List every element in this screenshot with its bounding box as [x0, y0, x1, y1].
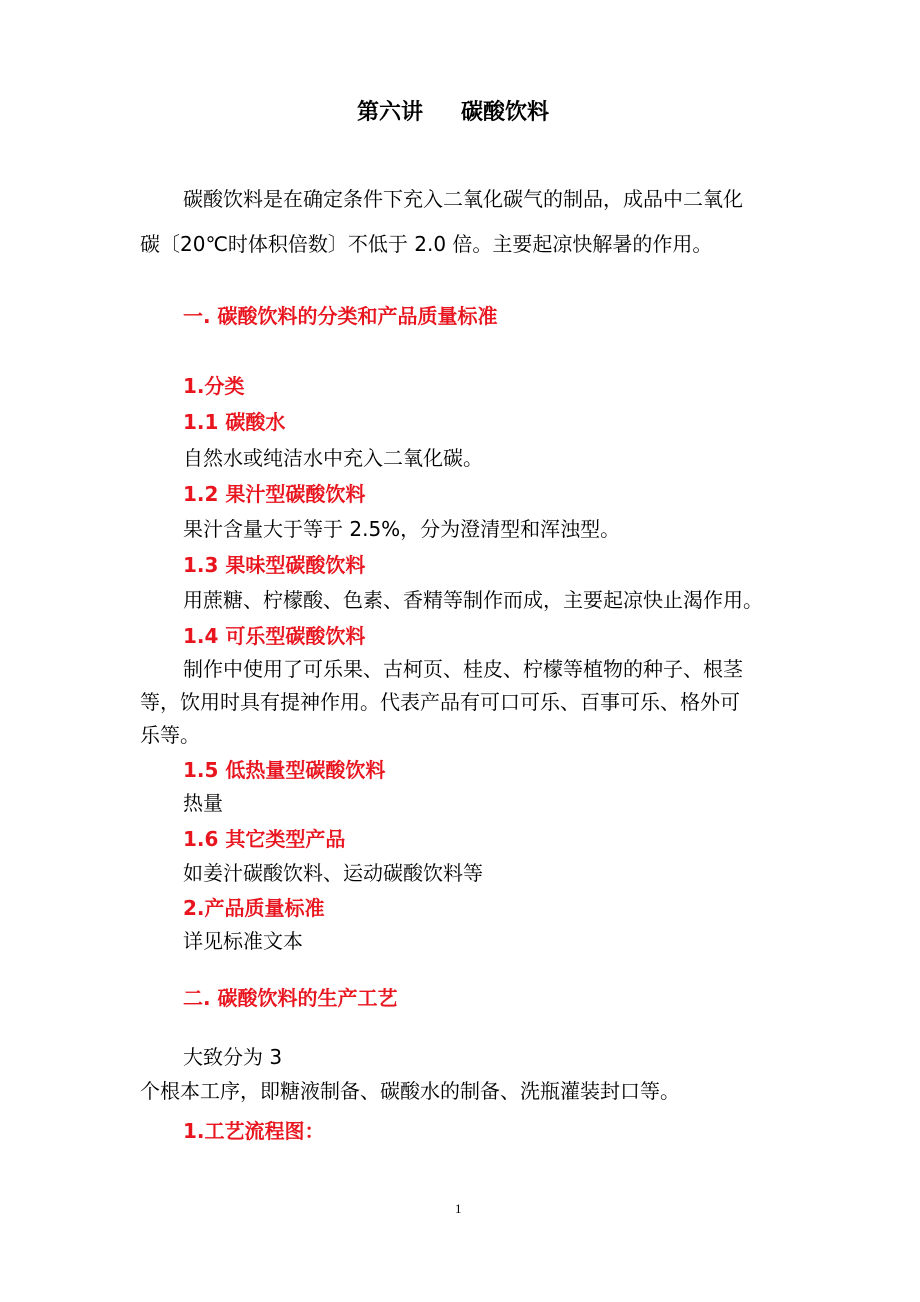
- section-2-heading: 二. 碳酸饮料的生产工艺: [183, 986, 398, 1010]
- quality-heading: 2.产品质量标准: [183, 896, 325, 920]
- classification-heading: 1.分类: [183, 374, 245, 398]
- section-2-line-1: 大致分为 3: [183, 1045, 283, 1069]
- intro-line-2: 碳〔20℃时体积倍数〕不低于 2.0 倍。主要起凉快解暑的作用。: [140, 232, 713, 256]
- section-2-line-2: 个根本工序，即糖液制备、碳酸水的制备、洗瓶灌装封口等。: [140, 1079, 680, 1103]
- flow-chart-heading: 1.工艺流程图：: [183, 1119, 325, 1143]
- item-1-3-text: 用蔗糖、柠檬酸、色素、香精等制作而成，主要起凉快止渴作用。: [183, 588, 763, 612]
- item-1-3-heading: 1.3 果味型碳酸饮料: [183, 553, 366, 577]
- item-1-2-heading: 1.2 果汁型碳酸饮料: [183, 482, 366, 506]
- title-part-1: 第六讲: [357, 100, 424, 125]
- title-part-2: 碳酸饮料: [461, 100, 550, 125]
- item-1-4-heading: 1.4 可乐型碳酸饮料: [183, 624, 366, 648]
- intro-line-1: 碳酸饮料是在确定条件下充入二氧化碳气的制品，成品中二氧化: [183, 187, 743, 211]
- quality-text: 详见标准文本: [183, 929, 303, 953]
- page-title: [357, 100, 549, 126]
- item-1-6-text: 如姜汁碳酸饮料、运动碳酸饮料等: [183, 861, 483, 885]
- item-1-4-text-line-1: 制作中使用了可乐果、古柯页、桂皮、柠檬等植物的种子、根茎: [183, 657, 743, 681]
- item-1-5-heading: 1.5 低热量型碳酸饮料: [183, 758, 386, 782]
- item-1-1-heading: 1.1 碳酸水: [183, 410, 286, 434]
- item-1-4-text-line-3: 乐等。: [140, 723, 200, 747]
- item-1-2-text: 果汁含量大于等于 2.5%，分为澄清型和浑浊型。: [183, 517, 621, 541]
- item-1-1-text: 自然水或纯洁水中充入二氧化碳。: [183, 446, 483, 470]
- page-number: 1: [455, 1201, 462, 1216]
- section-1-heading: 一. 碳酸饮料的分类和产品质量标准: [183, 304, 498, 328]
- item-1-5-text: 热量: [183, 791, 223, 815]
- item-1-6-heading: 1.6 其它类型产品: [183, 827, 346, 851]
- item-1-4-text-line-2: 等，饮用时具有提神作用。代表产品有可口可乐、百事可乐、格外可: [140, 690, 740, 714]
